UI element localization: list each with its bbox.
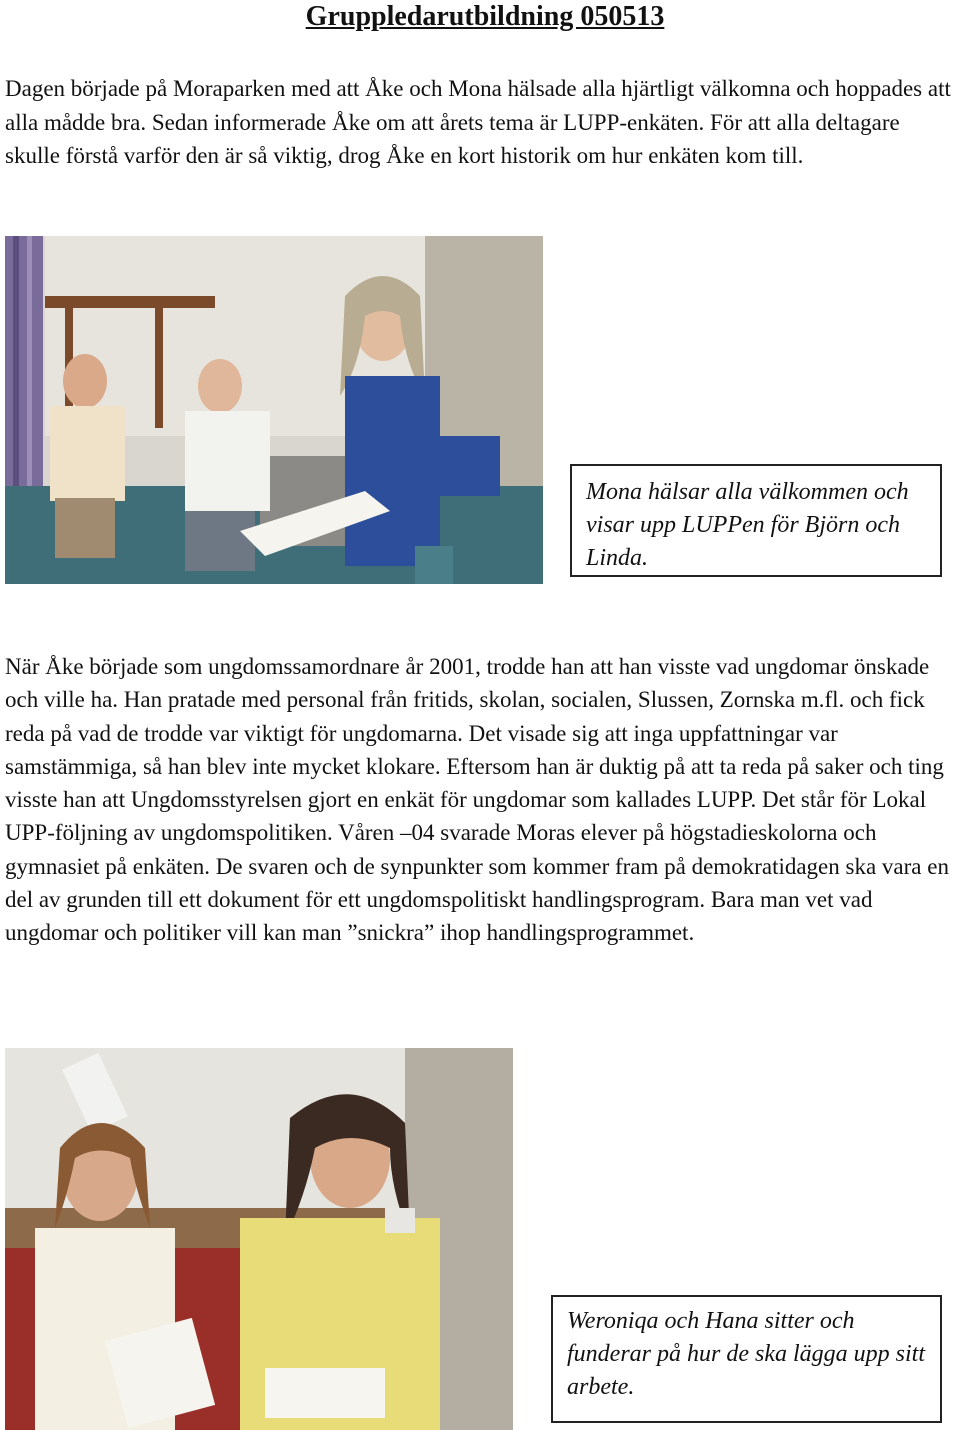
history-paragraph: När Åke började som ungdomssamordnare år 2001, trodde han att han visste vad ungdomar önskade och ville ha. Han pratade med personal från fritids, skolan, socialen, Slussen, Zornska m.fl. och fick reda på vad de trodde var viktigt för ungdomarna. Det visade sig att inga uppfattningar var samstämmiga, så han blev inte mycket klokare. Eftersom han är duktig på att ta reda på saker och ting visste han att Ungdomsstyrelsen gjort en enkät för ungdomar som kallades LUPP. Det står för Lokal UPP-följning av ungdomspolitiken. Våren –04 svarade Moras elever på högstadieskolorna och gymnasiet på enkäten. De svaren och de synpunkter som kommer fram på demokratidagen ska vara en del av grunden till ett dokument för ett ungdomspolitiskt handlingsprogram. Bara man vet vad ungdomar och politiker vill kan man ”snickra” ihop handlingsprogrammet. <box>5 654 949 946</box>
intro-paragraph: Dagen började på Moraparken med att Åke och Mona hälsade alla hjärtligt välkomna och hoppades att alla mådde bra. Sedan informerade Åke om att årets tema är LUPP-enkäten. För att alla deltagare skulle förstå varför den är så viktig, drog Åke en kort historik om hur enkäten kom till. <box>5 76 951 168</box>
photo-weroniqa-hana <box>5 1048 513 1430</box>
photo-caption-weroniqa: Weroniqa och Hana sitter och funderar på hur de ska lägga upp sitt arbete. <box>551 1295 942 1423</box>
photo-caption-mona: Mona hälsar alla välkommen och visar upp LUPPen för Björn och Linda. <box>570 464 942 577</box>
document-title: Gruppledarutbildning 050513 <box>305 1 665 32</box>
photo-mona-welcome <box>5 236 543 584</box>
